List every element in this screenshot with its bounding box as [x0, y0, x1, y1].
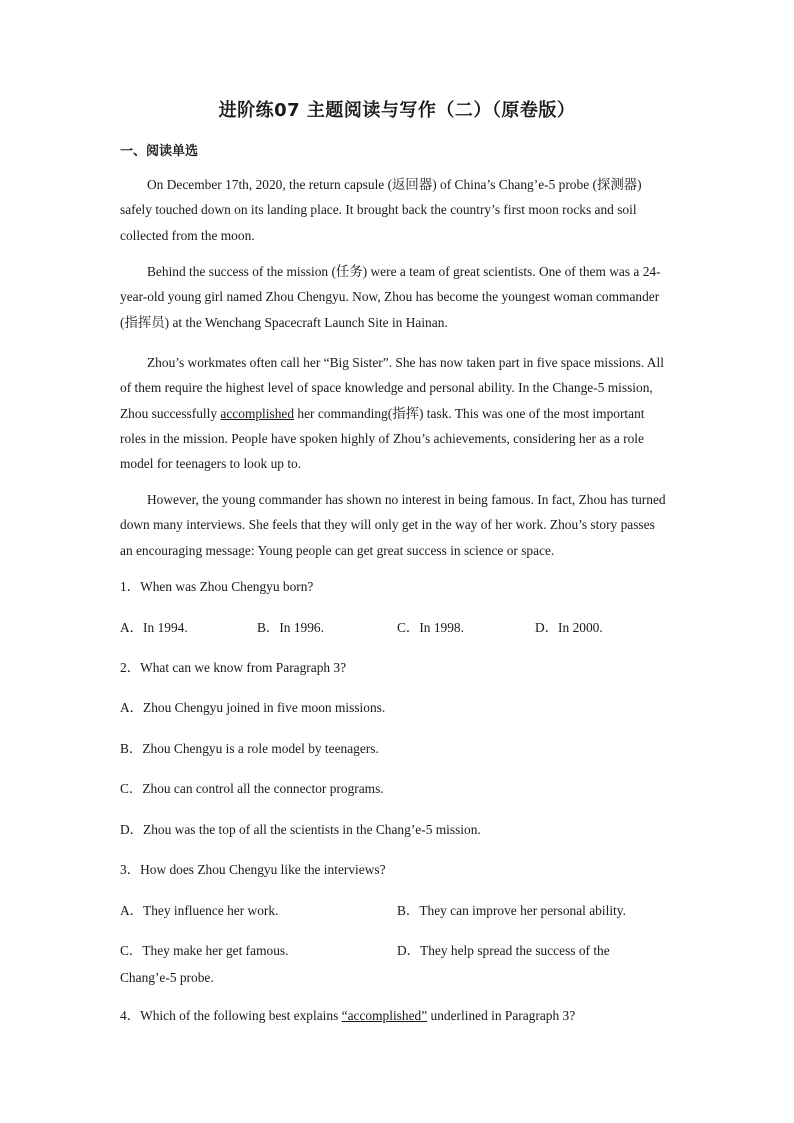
question-4-text-before: 4．Which of the following best explains — [120, 1008, 342, 1023]
question-1-option-d[interactable]: D．In 2000. — [535, 620, 603, 635]
question-3-option-c[interactable]: C．They make her get famous. — [120, 943, 289, 958]
passage-paragraph-4: However, the young commander has shown no interest in being famous. In fact, Zhou has turned down many interviews. She feels that they will only get in the way of her work. Zhou’s story passes an encouraging message: Young people can get great success in science or space. — [120, 492, 666, 558]
question-3-option-a[interactable]: A．They influence her work. — [120, 903, 279, 918]
question-1-stem: 1．When was Zhou Chengyu born? — [120, 579, 314, 594]
question-3-option-d[interactable]: D．They help spread the success of the — [397, 943, 610, 958]
question-2-option-a[interactable]: A．Zhou Chengyu joined in five moon missions. — [120, 700, 386, 715]
section-heading: 一、阅读单选 — [120, 144, 199, 159]
question-4-stem — [120, 1007, 575, 1025]
passage-paragraph-3 — [120, 350, 668, 476]
passage-paragraph-2: Behind the success of the mission (任务) were a team of great scientists. One of them was a 24-year-old young girl named Zhou Chengyu. Now, Zhou has become the youngest woman commander (指挥员) at the Wenchang Spacecraft Launch Site in Hainan. — [120, 264, 661, 330]
question-3-option-b[interactable]: B．They can improve her personal ability. — [397, 903, 626, 918]
passage-paragraph-1: On December 17th, 2020, the return capsule (返回器) of China’s Chang’e-5 probe (探测器) safely touched down on its landing place. It brought back the country’s first moon rocks and soil collected from the moon. — [120, 177, 642, 243]
question-1-option-b[interactable]: B．In 1996. — [257, 620, 324, 635]
question-2-option-c[interactable]: C．Zhou can control all the connector programs. — [120, 781, 384, 796]
underlined-word-accomplished: accomplished — [220, 405, 295, 421]
question-3-stem: 3．How does Zhou Chengyu like the interviews? — [120, 862, 386, 877]
paragraph-3-text-before: Zhou’s workmates often call her “Big Sister”. She has now taken part in five space missions. All of them require the highest level of space knowledge and personal ability. In the Change-5 mission, Zhou successfully — [120, 355, 664, 421]
question-3-option-d-continued[interactable]: Chang’e-5 probe. — [120, 970, 214, 985]
page-title: 进阶练07 主题阅读与写作（二）（原卷版） — [218, 100, 576, 121]
question-2-stem: 2．What can we know from Paragraph 3? — [120, 660, 347, 675]
question-4-underlined-word: “accomplished” — [341, 1008, 428, 1023]
question-2-option-d[interactable]: D．Zhou was the top of all the scientists in the Chang’e-5 mission. — [120, 822, 481, 837]
question-4-text-after: underlined in Paragraph 3? — [427, 1008, 576, 1023]
question-2-option-b[interactable]: B．Zhou Chengyu is a role model by teenagers. — [120, 741, 379, 756]
paragraph-3-text-after: her commanding(指挥) task. This was one of the most important roles in the mission. People have spoken highly of Zhou’s achievements, considering her as a role model for teenagers to look up to. — [120, 405, 645, 472]
question-1-option-a[interactable]: A．In 1994. — [120, 620, 188, 635]
question-1-option-c[interactable]: C．In 1998. — [397, 620, 464, 635]
